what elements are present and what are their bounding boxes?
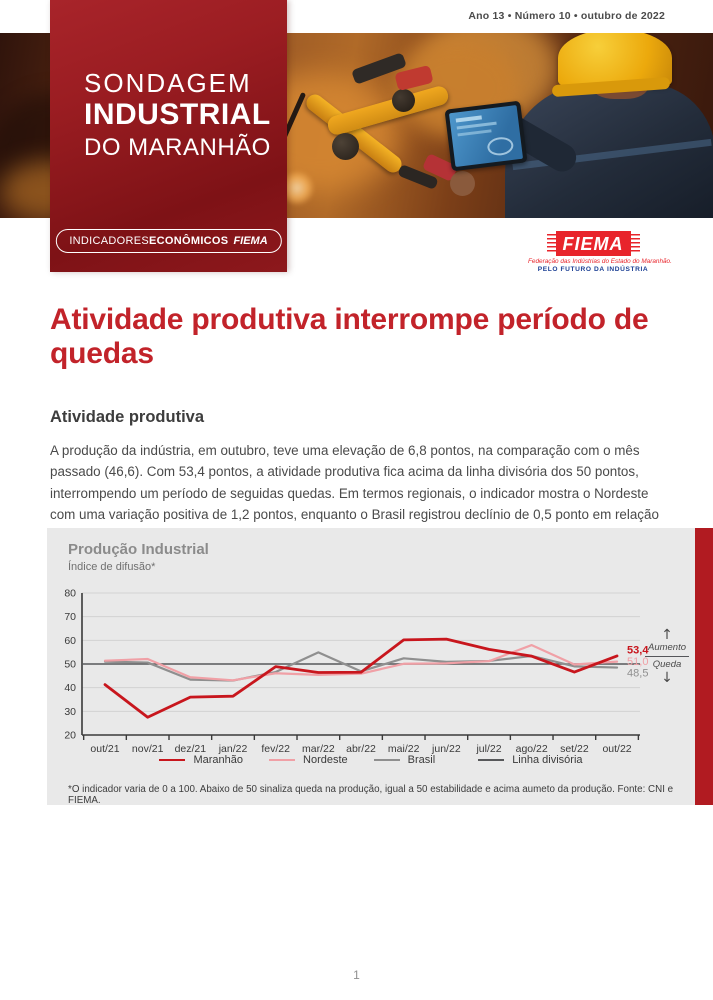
svg-text:51,0: 51,0 <box>627 656 649 669</box>
up-arrow-icon: ↑ <box>661 627 673 643</box>
legend-label: Linha divisória <box>512 754 583 766</box>
legend-item <box>159 754 243 766</box>
svg-text:80: 80 <box>64 587 76 600</box>
legend-item <box>478 754 582 766</box>
badge-part-fiema: FIEMA <box>233 235 268 247</box>
legend-label: Brasil <box>407 754 436 766</box>
logo-speedlines-icon <box>547 234 556 253</box>
down-arrow-icon: ↓ <box>661 669 673 686</box>
fiema-logo-text: FIEMA <box>556 231 631 256</box>
article-headline: Atividade produtiva interrompe período de quedas <box>50 303 649 370</box>
accent-strip <box>695 528 713 805</box>
svg-text:fev/22: fev/22 <box>261 743 290 755</box>
worker-hand <box>450 171 475 196</box>
page-number: 1 <box>353 968 360 982</box>
legend-line-swatch <box>478 759 504 761</box>
svg-text:48,5: 48,5 <box>627 667 649 680</box>
publication-title <box>84 70 271 163</box>
title-line-industrial: INDUSTRIAL <box>84 98 271 132</box>
title-line-maranhao: DO MARANHÃO <box>84 133 271 161</box>
svg-text:30: 30 <box>64 705 76 718</box>
svg-text:abr/22: abr/22 <box>346 743 376 755</box>
indicadores-badge <box>55 229 281 253</box>
svg-text:mar/22: mar/22 <box>302 743 335 755</box>
logo-speedlines-icon <box>631 234 640 253</box>
legend-line-swatch <box>159 759 185 762</box>
title-line-sondagem: SONDAGEM <box>84 68 252 98</box>
svg-text:ago/22: ago/22 <box>515 743 548 755</box>
legend-line-swatch <box>374 759 400 761</box>
fiema-logo <box>528 231 672 273</box>
svg-text:53,4: 53,4 <box>627 644 649 657</box>
tablet-device <box>445 101 528 172</box>
svg-text:jan/22: jan/22 <box>218 743 248 755</box>
legend-item <box>269 754 348 766</box>
robot-joint <box>392 89 415 112</box>
badge-part-economicos: ECONÔMICOS <box>149 235 229 247</box>
legend-item <box>374 754 436 766</box>
svg-text:mai/22: mai/22 <box>387 743 420 755</box>
section-title: Atividade produtiva <box>50 408 205 426</box>
svg-text:20: 20 <box>64 729 76 742</box>
title-banner <box>50 0 287 272</box>
svg-text:nov/21: nov/21 <box>131 743 164 755</box>
increase-decrease-indicator <box>644 628 690 685</box>
increase-label: Aumento <box>647 642 687 653</box>
decrease-label: Queda <box>652 658 682 670</box>
chart-title: Produção Industrial <box>68 541 209 558</box>
svg-text:40: 40 <box>64 682 76 695</box>
badge-part-indicadores: INDICADORES <box>69 235 150 247</box>
svg-text:jul/22: jul/22 <box>476 743 502 755</box>
svg-text:50: 50 <box>64 658 76 671</box>
production-line-chart <box>55 586 695 758</box>
chart-footnote: *O indicador varia de 0 a 100. Abaixo de 50 sinaliza queda na produção, igual a 50 estabilidade e acima aumeto da produção. Fonte: CNI e FIEMA. <box>68 784 674 806</box>
svg-text:dez/21: dez/21 <box>174 743 207 755</box>
article-body: A produção da indústria, em outubro, teve uma elevação de 6,8 pontos, na comparação com o mês passado (46,6). Com 53,4 pontos, a atividade produtiva fica acima da linha divisória dos 50 pontos, interrompendo um período de seguidas quedas. Em termos regionais, o indicador mostra o Nordeste com uma variação positiva de 1,2 pontos, enquanto o Brasil registrou declínio de 0,5 ponto em relação <box>50 443 659 523</box>
chart-subtitle: Índice de difusão* <box>68 561 156 573</box>
svg-text:out/21: out/21 <box>90 743 120 755</box>
svg-text:set/22: set/22 <box>560 743 589 755</box>
chart-legend <box>47 754 695 766</box>
legend-label: Maranhão <box>193 754 244 766</box>
divider-line <box>645 656 689 657</box>
svg-text:out/22: out/22 <box>602 743 632 755</box>
robot-joint <box>332 133 359 160</box>
fiema-logo-tagline: PELO FUTURO DA INDÚSTRIA <box>537 266 649 273</box>
svg-text:70: 70 <box>64 611 76 624</box>
chart-panel <box>47 528 695 805</box>
legend-label: Nordeste <box>303 754 348 766</box>
issue-info: Ano 13 • Número 10 • outubro de 2022 <box>468 10 665 22</box>
legend-line-swatch <box>269 759 295 761</box>
fiema-logo-subtitle: Federação das Indústrias do Estado do Maranhão. <box>528 258 672 265</box>
svg-text:jun/22: jun/22 <box>432 743 461 755</box>
svg-text:60: 60 <box>64 634 76 647</box>
